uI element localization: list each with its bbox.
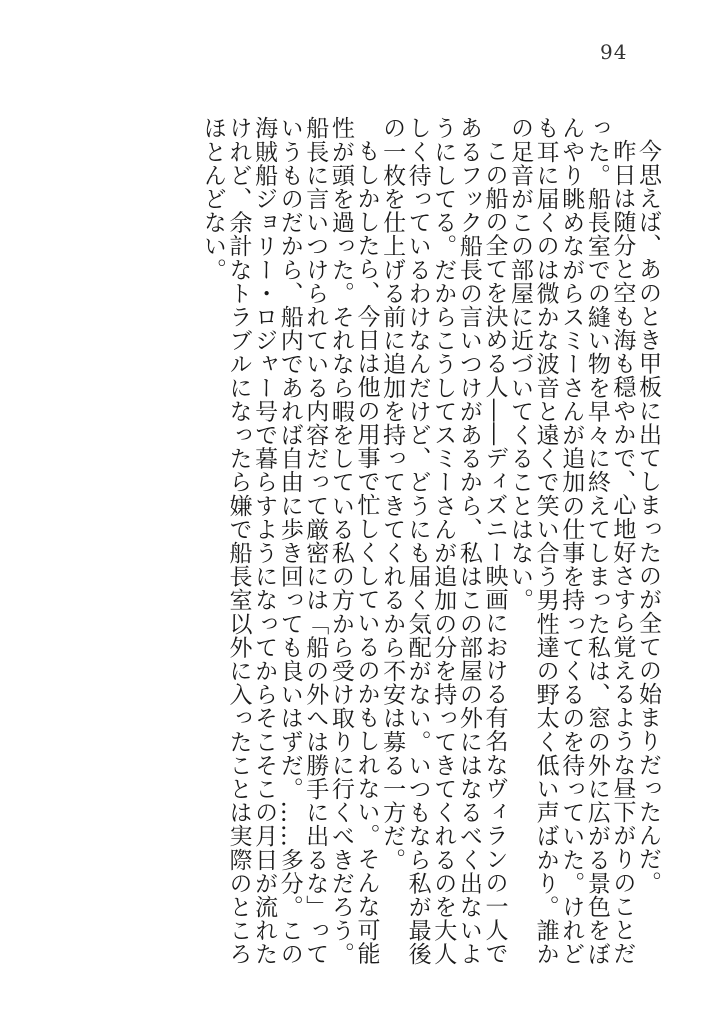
page-number: 94 [600,40,628,64]
body-text [60,116,660,976]
paragraph: この船の全てを決める人――ディズニー映画における有名なヴィランの一人であるフック船長の言いつけがあるから、私はこの部屋の外にはなるべく出ないようにしてる。だからこうしてスミーさんが追加の分を持ってきてくれるのを大人しく待っているわけなんだけど、どうにも届く気配がない。いつもなら私が最後の一枚を仕上げる前に追加を持ってきてくれるから不安は募る一方だ。 [379,116,508,966]
paragraph: 今思えば、あのとき甲板に出てしまったのが全ての始まりだったんだ。 [635,139,661,895]
paragraph: 昨日は随分と空も海も穏やかで、心地好さすら覚えるような昼下がりのことだった。船長室での縫い物を早々に終えてしまった私は、窓の外に広がる景色をぼんやり眺めながらスミーさんが追加の仕事を持ってくるのを待っていた。けれども耳に届くのは微かな波音と遠くで笑い合う男性達の野太く低い声ばかり。誰かの足音がこの部屋に近づいてくることはない。 [507,116,636,966]
paragraph: もしかしたら、今日は他の用事で忙しくしているのかもしれない。そんな可能性が頭を過った。それなら暇をしている私の方から受け取りに行くべきだろう。船長に言いつけられている内容だって厳密には「船の外へは勝手に出るな」っていうものだから、船内であれば自由に歩き回っても良いはずだ。……多分。この海賊船ジョリー・ロジャー号で暮らすようになってからそこそこの月日が流れたけれど、余計なトラブルになったら嫌で船長室以外に入ったことは実際のところほとんどない。 [199,116,380,966]
